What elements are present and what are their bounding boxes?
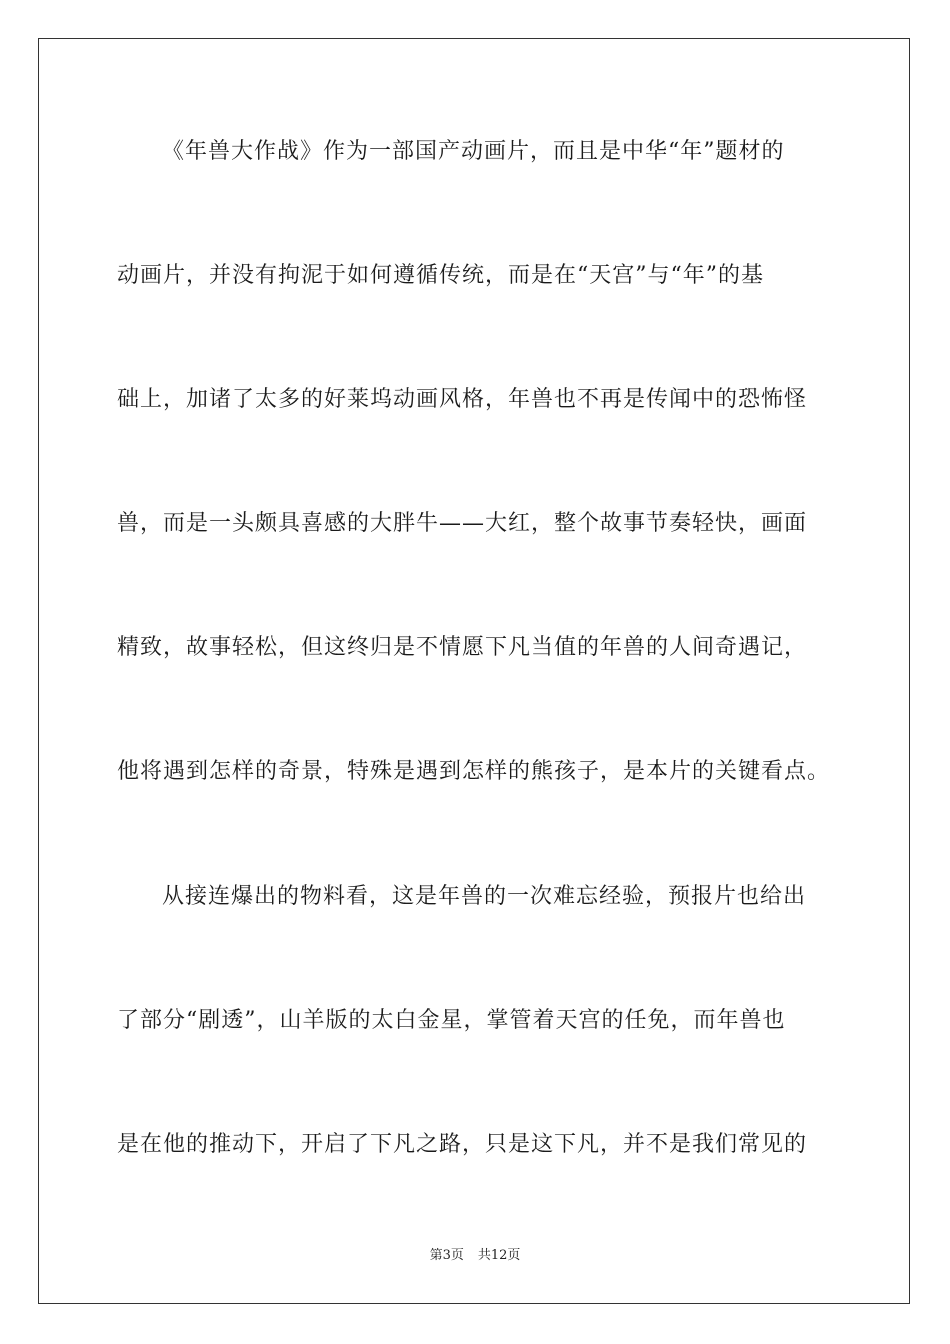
paragraph-line: 动画片，并没有拘泥于如何遵循传统，而是在“天宫”与“年”的基 xyxy=(117,263,764,288)
paragraph-line: 了部分“剧透”，山羊版的太白金星，掌管着天宫的任免，而年兽也 xyxy=(117,1008,786,1033)
page-number: 第3页 xyxy=(429,1248,464,1263)
paragraph-line: 础上，加诸了太多的好莱坞动画风格，年兽也不再是传闻中的恐怖怪 xyxy=(117,387,808,412)
paragraph-line: 他将遇到怎样的奇景，特殊是遇到怎样的熊孩子，是本片的关键看点。 xyxy=(117,759,831,784)
paragraph-line: 《年兽大作战》作为一部国产动画片，而且是中华“年”题材的 xyxy=(162,139,785,164)
page-border xyxy=(38,38,910,1304)
paragraph-line: 是在他的推动下，开启了下凡之路，只是这下凡，并不是我们常见的 xyxy=(117,1132,808,1157)
page-total: 共12页 xyxy=(477,1248,521,1263)
page-footer xyxy=(0,1247,950,1265)
paragraph-line: 精致，故事轻松，但这终归是不情愿下凡当值的年兽的人间奇遇记， xyxy=(117,635,808,660)
paragraph-line: 兽，而是一头颇具喜感的大胖牛——大红，整个故事节奏轻快，画面 xyxy=(117,511,808,536)
paragraph-line: 从接连爆出的物料看，这是年兽的一次难忘经验，预报片也给出 xyxy=(162,884,807,909)
